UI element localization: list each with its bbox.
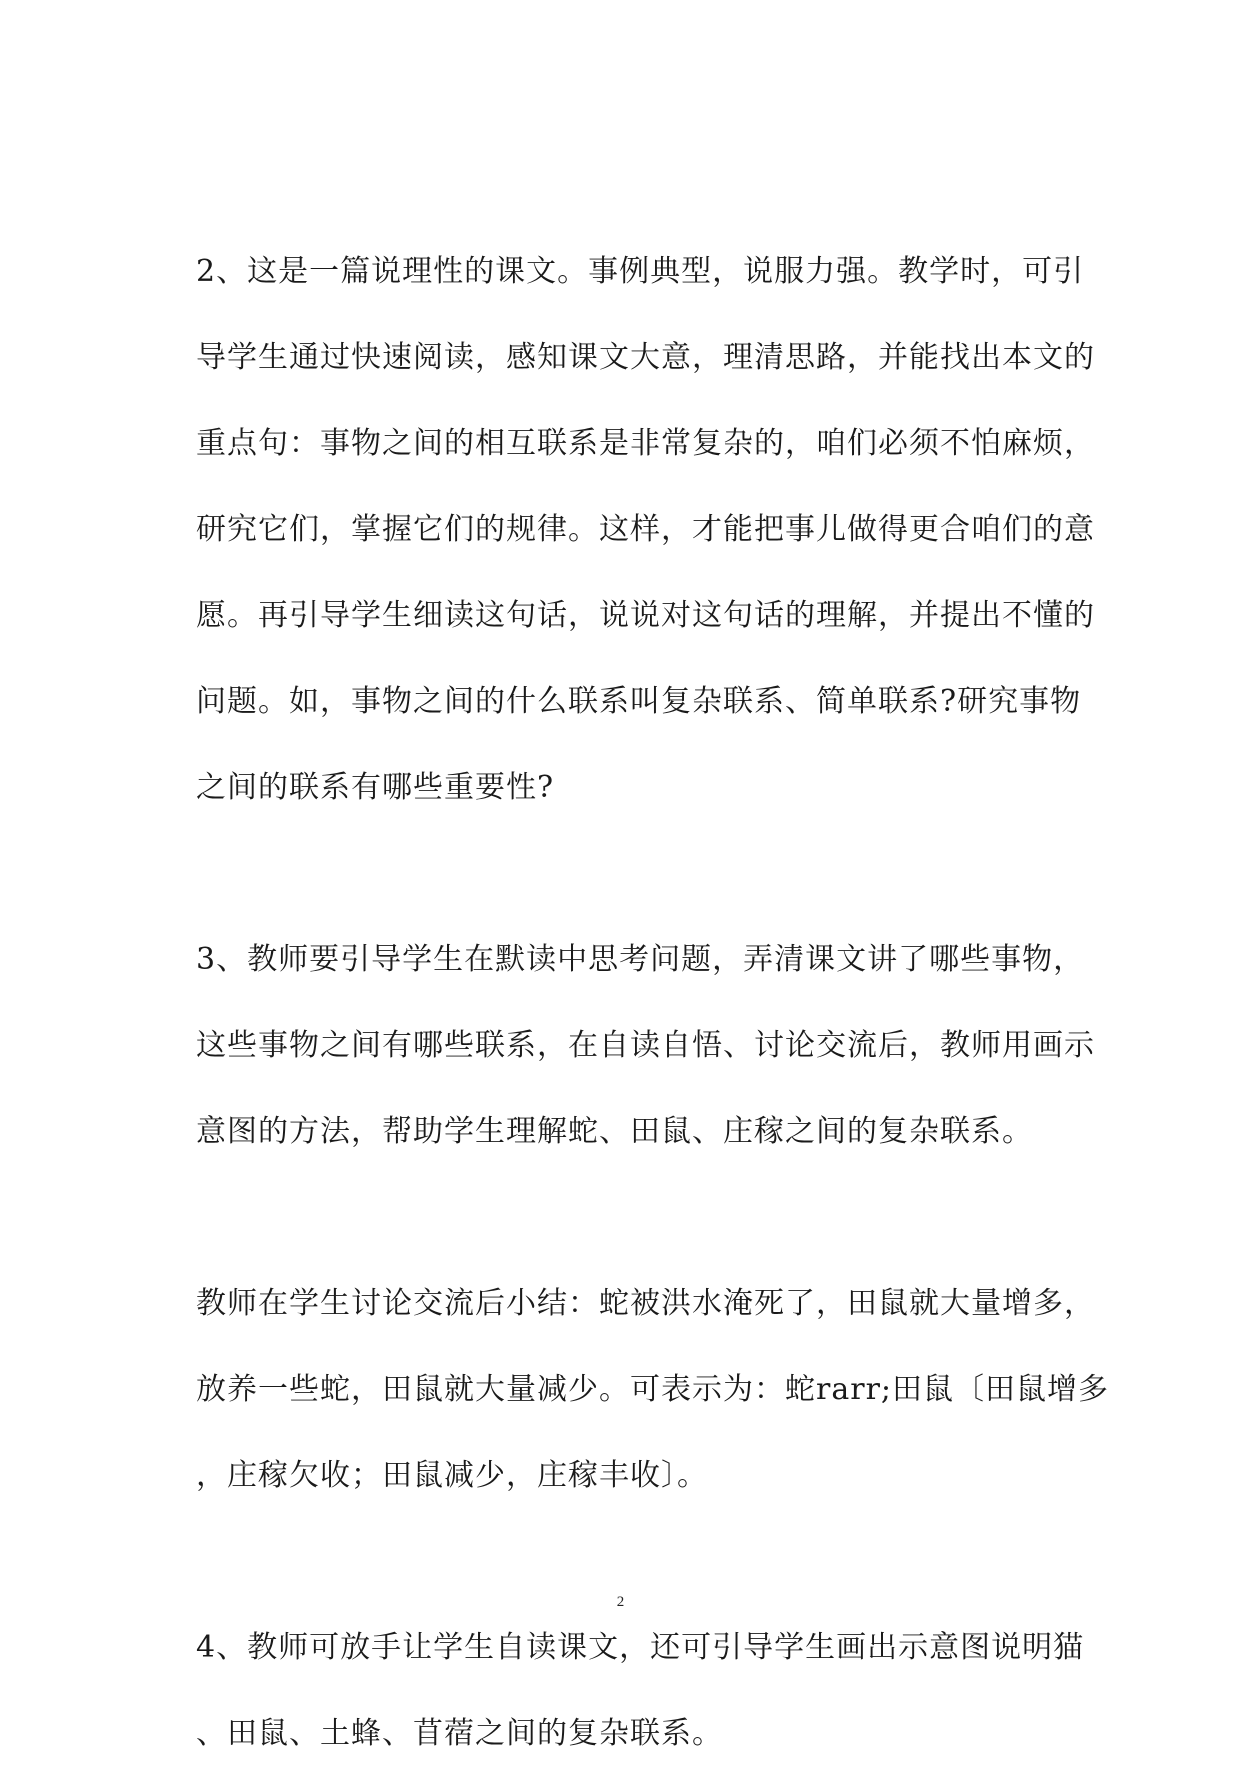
paragraph-line: 4、教师可放手让学生自读课文，还可引导学生画出示意图说明猫 bbox=[196, 1630, 1085, 1665]
paragraph-line: 重点句：事物之间的相互联系是非常复杂的，咱们必须不怕麻烦， bbox=[196, 426, 1095, 461]
paragraph-3 bbox=[196, 917, 1095, 1175]
paragraph-line: 3、教师要引导学生在默读中思考问题，弄清课文讲了哪些事物， bbox=[196, 942, 1085, 977]
paragraph-line: 、田鼠、土蜂、苜蓿之间的复杂联系。 bbox=[196, 1716, 723, 1751]
paragraph-line: 研究它们，掌握它们的规律。这样，才能把事儿做得更合咱们的意 bbox=[196, 512, 1095, 547]
paragraph-line: 愿。再引导学生细读这句话，说说对这句话的理解，并提出不懂的 bbox=[196, 598, 1095, 633]
paragraph-line: 这些事物之间有哪些联系，在自读自悟、讨论交流后，教师用画示 bbox=[196, 1028, 1095, 1063]
paragraph-summary bbox=[196, 1261, 1110, 1519]
paragraph-gap bbox=[196, 1175, 1056, 1261]
paragraph-line: 教师在学生讨论交流后小结：蛇被洪水淹死了，田鼠就大量增多， bbox=[196, 1286, 1095, 1321]
paragraph-line: 问题。如，事物之间的什么联系叫复杂联系、简单联系?研究事物 bbox=[196, 684, 1082, 719]
paragraph-line: 之间的联系有哪些重要性? bbox=[196, 770, 555, 805]
paragraph-4 bbox=[196, 1605, 1085, 1777]
document-body bbox=[196, 229, 1110, 1777]
paragraph-line: ，庄稼欠收；田鼠减少，庄稼丰收〕。 bbox=[196, 1458, 708, 1493]
paragraph-2 bbox=[196, 229, 1095, 831]
paragraph-line: 放养一些蛇，田鼠就大量减少。可表示为：蛇rarr;田鼠〔田鼠增多 bbox=[196, 1372, 1110, 1407]
paragraph-line: 导学生通过快速阅读，感知课文大意，理清思路，并能找出本文的 bbox=[196, 340, 1095, 375]
paragraph-line: 意图的方法，帮助学生理解蛇、田鼠、庄稼之间的复杂联系。 bbox=[196, 1114, 1033, 1149]
page-number: 2 bbox=[616, 1594, 625, 1610]
paragraph-gap bbox=[196, 1519, 1056, 1605]
paragraph-line: 2、这是一篇说理性的课文。事例典型，说服力强。教学时，可引 bbox=[196, 254, 1085, 289]
paragraph-gap bbox=[196, 831, 1056, 917]
